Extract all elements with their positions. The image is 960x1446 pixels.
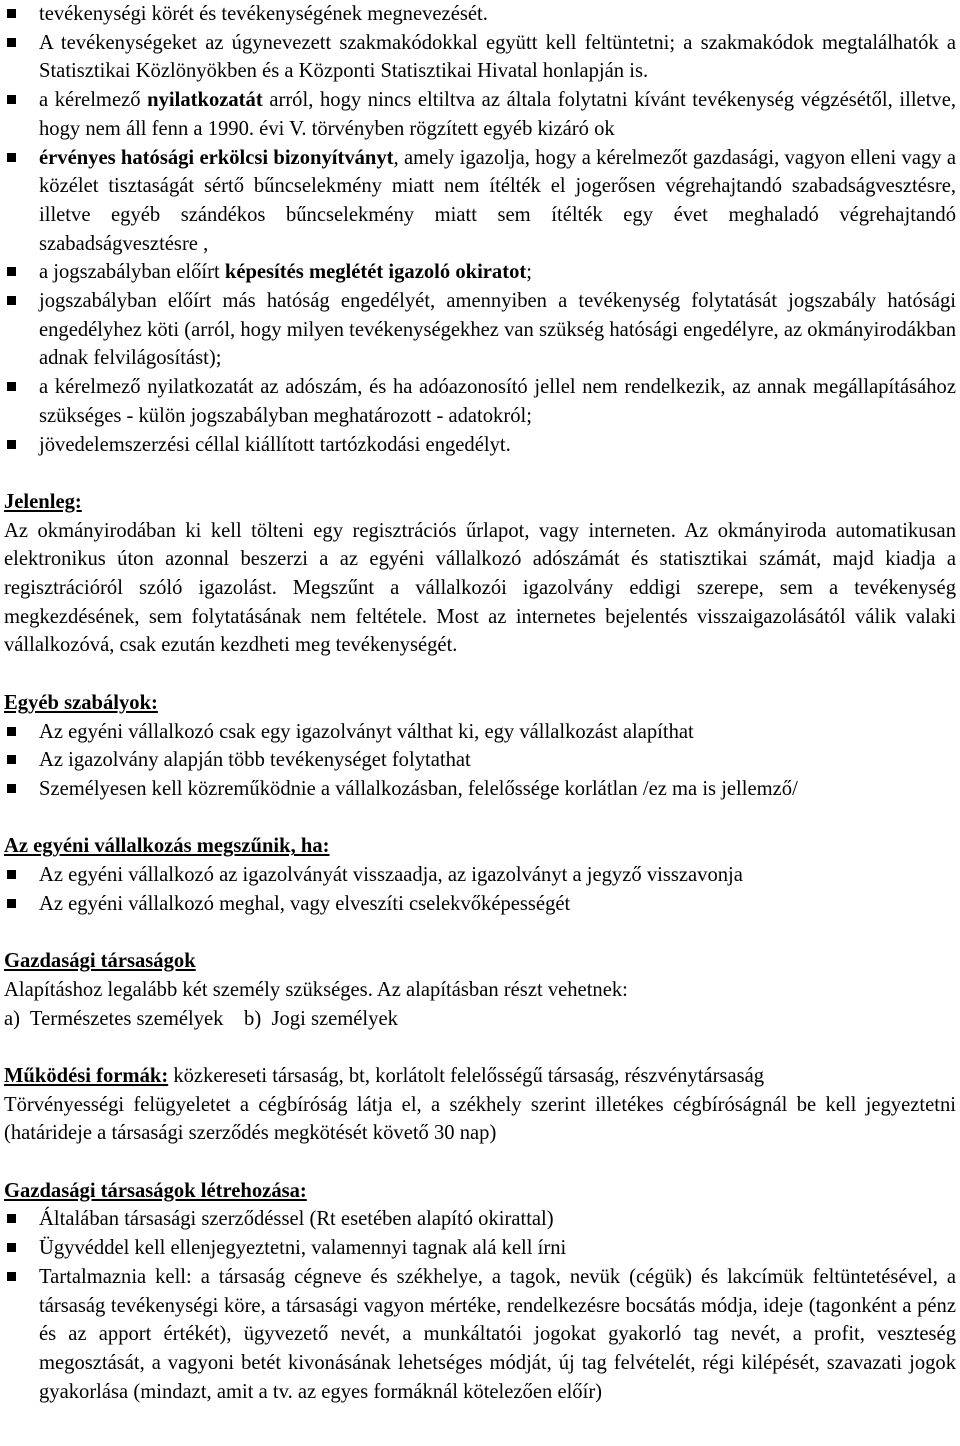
list-item: Tartalmaznia kell: a társaság cégneve és székhelye, a tagok, nevük (cégük) és lakcímük feltüntetésével, a társaság tevékenységi köre, a társasági vagyon mértéke, rendelkezésre bocsátás módja, ideje (tagonként a pénz és az apport értékét), ügyvezető nevét, a munkáltatói jogokat gyakorló tag nevét, a profit, veszteség megosztását, a vagyoni betét kivonásának lehetséges módját, új tag felvételét, régi kilépését, szavazati jogok gyakorlása (mindazt, amit a tv. az egyes formáknál kötelezően előír) [4, 1263, 956, 1407]
section-heading-tarsasagok: Gazdasági társaságok [4, 950, 196, 973]
square-bullet-icon [7, 38, 16, 47]
letrehozas-list [4, 1205, 956, 1406]
list-item: A tevékenységeket az úgynevezett szakmakódokkal együtt kell feltüntetni; a szakmakódok megtalálhatók a Statisztikai Közlönyökben és a Központi Statisztikai Hivatal honlapján is. [4, 29, 956, 86]
option-b: b) Jogi személyek [244, 1007, 398, 1030]
section-heading-egyeb: Egyéb szabályok: [4, 691, 158, 714]
list-item: tevékenységi körét és tevékenységének megnevezését. [4, 0, 956, 29]
square-bullet-icon [7, 1243, 16, 1252]
list-item: a kérelmező nyilatkozatát az adószám, és ha adóazonosító jellel nem rendelkezik, az annak megállapításához szükséges - külön jogszabályban meghatározott - adatokról; [4, 373, 956, 430]
spacer [4, 804, 956, 833]
list-item: a kérelmező nyilatkozatát arról, hogy nincs eltiltva az általa folytatni kívánt tevékenység végzésétől, illetve, hogy nem áll fenn a 1990. évi V. törvényben rögzített egyéb kizáró ok [4, 86, 956, 143]
tarsasagok-line: Alapításhoz legalább két személy szükséges. Az alapításban részt vehetnek: [4, 978, 628, 1001]
square-bullet-icon [7, 1272, 16, 1281]
square-bullet-icon [7, 784, 16, 793]
square-bullet-icon [7, 9, 16, 18]
list-item: érvényes hatósági erkölcsi bizonyítványt, amely igazolja, hogy a kérelmezőt gazdasági, vagyon elleni vagy a közélet tisztaságát sértő bűncselekmény miatt nem ítélték el jogerősen végrehajtandó szabadságvesztésre, illetve egyéb szándékos bűncselekmény miatt sem ítélték egy évet meghaladó végrehajtandó szabadságvesztésre , [4, 144, 956, 259]
square-bullet-icon [7, 153, 16, 162]
spacer [4, 459, 956, 488]
list-item: Általában társasági szerződéssel (Rt esetében alapító okirattal) [4, 1205, 956, 1234]
spacer [4, 1148, 956, 1177]
square-bullet-icon [7, 296, 16, 305]
formak-line: Működési formák: közkereseti társaság, bt, korlátolt felelősségű társaság, részvénytársaság [4, 1064, 765, 1087]
megszunik-list [4, 861, 956, 918]
square-bullet-icon [7, 267, 16, 276]
option-a: a) Természetes személyek [4, 1007, 224, 1030]
square-bullet-icon [7, 899, 16, 908]
list-item: Ügyvéddel kell ellenjegyeztetni, valamennyi tagnak alá kell írni [4, 1234, 956, 1263]
list-item: jogszabályban előírt más hatóság engedélyét, amennyiben a tevékenység folytatását jogszabály hatósági engedélyhez köti (arról, hogy milyen tevékenységekhez van szükség hatósági engedélyre, az okmányirodákban adnak felvilágosítást); [4, 287, 956, 373]
section-heading-megszunik: Az egyéni vállalkozás megszűnik, ha: [4, 835, 330, 858]
list-item: a jogszabályban előírt képesítés meglétét igazoló okiratot; [4, 258, 956, 287]
list-item: Az igazolvány alapján több tevékenységet folytathat [4, 746, 956, 775]
section-heading-letrehozas: Gazdasági társaságok létrehozása: [4, 1179, 307, 1202]
spacer [4, 660, 956, 689]
jelenleg-paragraph: Az okmányirodában ki kell tölteni egy regisztrációs űrlapot, vagy interneten. Az okmányiroda automatikusan elektronikus úton azonnal beszerzi a az egyéni vállalkozó adószámát és statisztikai számát, majd kiadja a regisztrációról szóló igazolást. Megszűnt a vállalkozói igazolvány eddigi szerepe, sem a tevékenység megkezdésének, sem folytatásának nem feltétele. Most az internetes bejelentés visszaigazolásától válik valaki vállalkozóvá, csak ezután kezdheti meg tevékenységét. [4, 519, 956, 657]
square-bullet-icon [7, 382, 16, 391]
square-bullet-icon [7, 1214, 16, 1223]
list-item: jövedelemszerzési céllal kiállított tartózkodási engedélyt. [4, 431, 956, 460]
tarsasagok-options [4, 1005, 956, 1034]
square-bullet-icon [7, 870, 16, 879]
square-bullet-icon [7, 440, 16, 449]
requirements-list [4, 0, 956, 459]
list-item: Az egyéni vállalkozó az igazolványát visszaadja, az igazolványt a jegyző visszavonja [4, 861, 956, 890]
formak-paragraph: Törvényességi felügyeletet a cégbíróság látja el, a székhely szerint illetékes cégbíróságnál be kell jegyeztetni (határideje a társasági szerződés megkötését követő 30 nap) [4, 1093, 956, 1145]
square-bullet-icon [7, 727, 16, 736]
square-bullet-icon [7, 95, 16, 104]
list-item: Az egyéni vállalkozó meghal, vagy elveszíti cselekvőképességét [4, 890, 956, 919]
formak-label: Működési formák: [4, 1064, 169, 1087]
list-item: Az egyéni vállalkozó csak egy igazolványt válthat ki, egy vállalkozást alapíthat [4, 718, 956, 747]
section-heading-jelenleg: Jelenleg: [4, 490, 82, 513]
spacer [4, 1033, 956, 1062]
square-bullet-icon [7, 755, 16, 764]
spacer [4, 918, 956, 947]
egyeb-list [4, 718, 956, 804]
list-item: Személyesen kell közreműködnie a vállalkozásban, felelőssége korlátlan /ez ma is jellemző/ [4, 775, 956, 804]
